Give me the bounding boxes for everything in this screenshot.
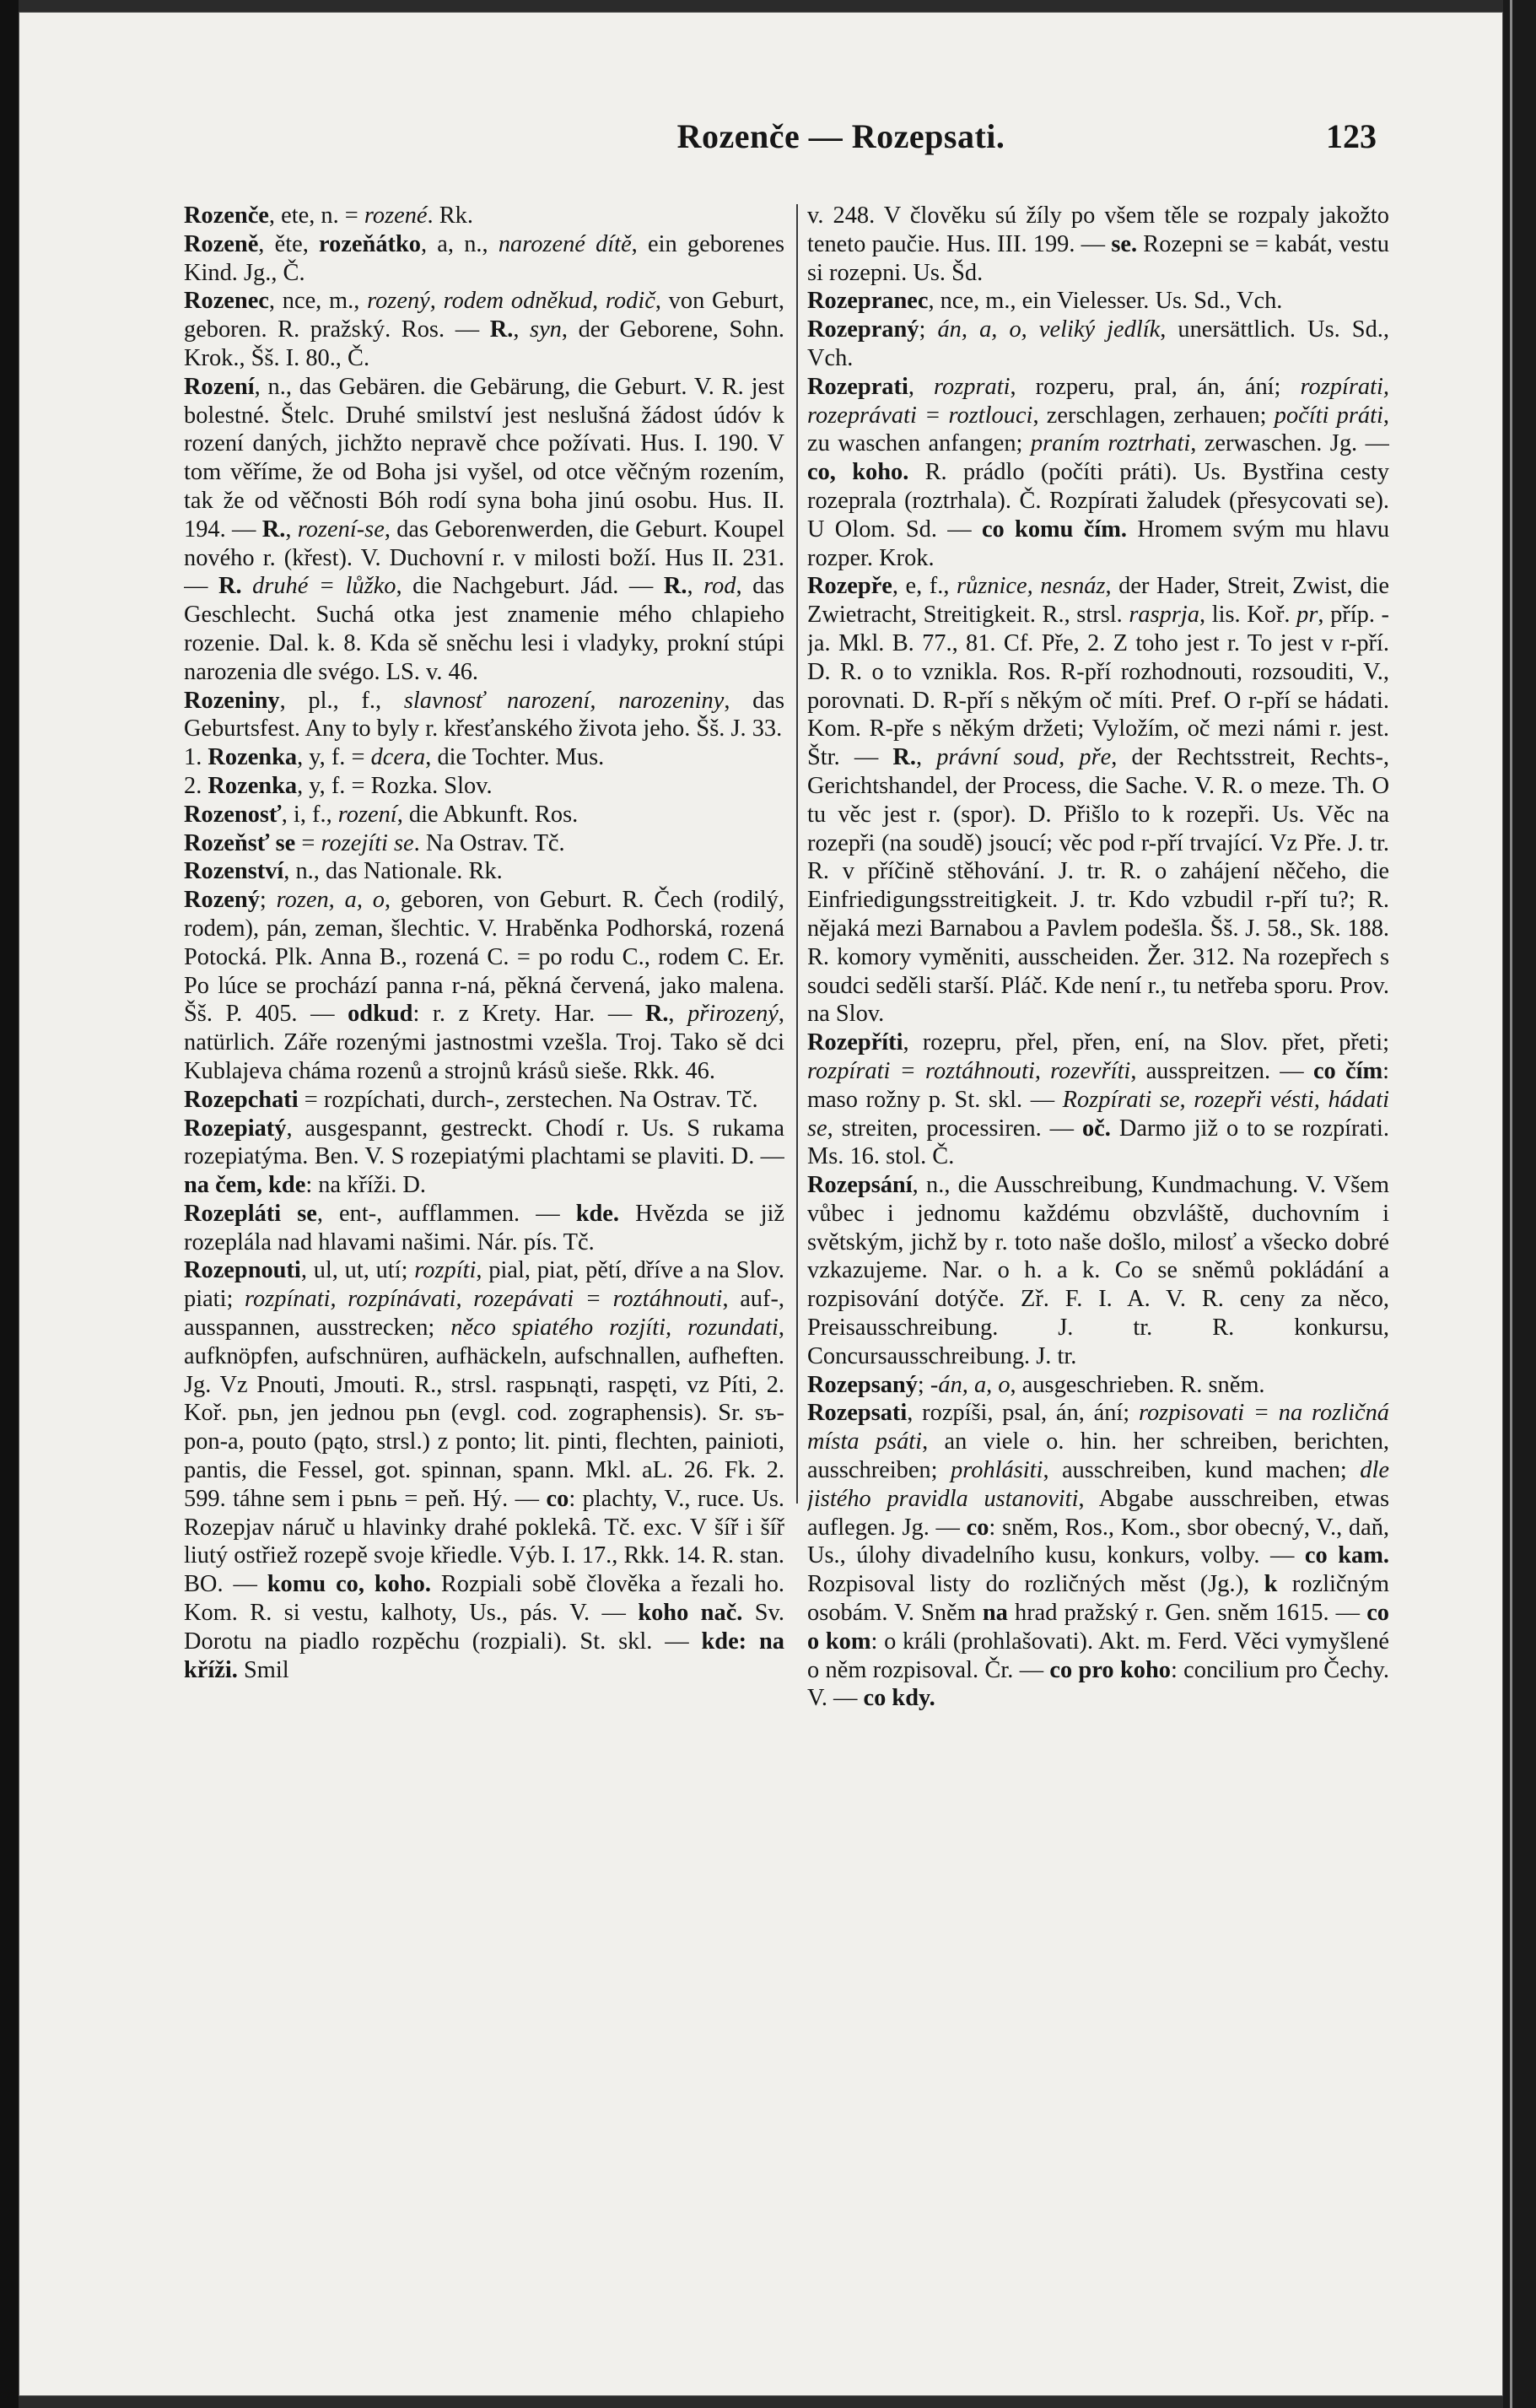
scan-right-edge	[1503, 0, 1536, 2408]
right-column	[807, 202, 1389, 2362]
dictionary-entry: Rozepsaný; -án, a, o, ausgeschrieben. R. sněm.	[807, 1371, 1265, 1398]
page-header	[19, 116, 1503, 167]
dictionary-entry: Rozeně, ěte, rozeňátko, a, n., narozené dítě, ein geborenes Kind. Jg., Č.	[184, 230, 784, 286]
dictionary-entry: Rozenče, ete, n. = rozené. Rk.	[184, 202, 473, 229]
dictionary-entry: Rozepranec, nce, m., ein Vielesser. Us. Sd., Vch.	[807, 288, 1283, 315]
dictionary-entry: Rozeprati, rozprati, rozperu, pral, án, ání; rozpírati, rozeprávati = roztlouci, zerschlagen, zerhauen; počíti práti, zu waschen anfangen; praním roztrhati, zerwaschen. Jg. — co, koho. R. prádlo (počíti práti). Us. Bystřina cesty rozeprala (roztrhala). Č. Rozpírati žaludek (přesycovati se). U Olom. Sd. — co komu čím. Hromem svým mu hlavu rozper. Krok.	[807, 373, 1389, 571]
running-title: Rozenče — Rozepsati.	[676, 117, 1005, 155]
scan-left-edge	[0, 0, 19, 2408]
dictionary-entry: Rozepříti, rozepru, přel, přen, ení, na Slov. přet, přeti; rozpírati = roztáhnouti, rozevříti, ausspreitzen. — co čím: maso rožny p. St. skl. — Rozpírati se, rozepři vésti, hádati se, streiten, processiren. — oč. Darmo již o to se rozpírati. Ms. 16. stol. Č.	[807, 1029, 1389, 1170]
dictionary-entry: Rozenství, n., das Nationale. Rk.	[184, 858, 503, 885]
dictionary-entry: Rozený; rozen, a, o, geboren, von Geburt. R. Čech (rodilý, rodem), pán, zeman, šlechtic. V. Hraběnka Podhorská, rozená Potocká. Plk. Anna B., rozená C. = po rodu C., rodem C. Er. Po lúce se prochází panna r-ná, pěkná červená, jako malena. Šš. P. 405. — odkud: r. z Krety. Har. — R., přirozený, natürlich. Záře rozenými jastnostmi vzešla. Troj. Tako sě dci Kublajeva cháma rozenů a strojnů krásů sieše. Rkk. 46.	[184, 887, 784, 1084]
dictionary-entry: Rozepře, e, f., různice, nesnáz, der Hader, Streit, Zwist, die Zwietracht, Streitigkeit. R., strsl. rasprja, lis. Koř. pr, příp. -ja. Mkl. B. 77., 81. Cf. Pře, 2. Z toho jest r. To jest v r-pří. D. R. o to vznikla. Ros. R-pří rozhodnouti, rozsouditi, V., porovnati. D. R-pří s někým oč míti. Pref. O r-pří se hádati. Kom. R-pře s někým držeti; Vyložím, oč mezi námi r. jest. Štr. — R., právní soud, pře, der Rechtsstreit, Rechts-, Gerichtshandel, der Process, die Sache. V. R. o meze. Th. O tu věc jest r. (spor). D. Přišlo to k rozepři. Us. Věc na rozepři (na soudě) jsoucí; věc pod r-pří trvající. Vz Pře. J. tr. R. v příčině stěhování. J. tr. R. o zahájení něčeho, die Einfriedigungsstreitigkeit. J. tr. Kdo vzbudil r-pří tu?; R. nějaká mezi Barnabou a Pavlem podešla. Šš. J. 58., Sk. 188. R. komory vyměniti, ausscheiden. Žer. 312. Na rozepřech s soudci seděli starší. Pláč. Kde není r., tu netřeba sporu. Prov. na Slov.	[807, 573, 1389, 1028]
column-divider	[796, 204, 798, 1504]
dictionary-entry: Rozenec, nce, m., rozený, rodem odněkud, rodič, von Geburt, geboren. R. pražský. Ros. — R., syn, der Geborene, Sohn. Krok., Šš. I. 80., Č.	[184, 288, 784, 371]
left-column	[184, 202, 784, 2362]
dictionary-entry: Rozepláti se, ent-, aufflammen. — kde. Hvězda se již rozeplála nad hlavami našimi. Nár. pís. Tč.	[184, 1200, 784, 1255]
page-number: 123	[1326, 117, 1377, 155]
dictionary-entry: Rozepiatý, ausgespannt, gestreckt. Chodí r. Us. S rukama rozepiatýma. Ben. V. S rozepiatými plachtami se plaviti. D. — na čem, kde: na kříži. D.	[184, 1115, 784, 1199]
dictionary-entry: Rozepsati, rozpíši, psal, án, ání; rozpisovati = na rozličná místa psáti, an viele o. hin. her schreiben, berichten, ausschreiben; prohlásiti, ausschreiben, kund machen; dle jistého pravidla ustanoviti, Abgabe ausschreiben, etwas auflegen. Jg. — co: sněm, Ros., Kom., sbor obecný, V., daň, Us., úlohy divadelního kusu, konkurs, volby. — co kam. Rozpisoval listy do rozličných měst (Jg.), k rozličným osobám. V. Sněm na hrad pražský r. Gen. sněm 1615. — co o kom: o králi (prohlašovati). Akt. m. Ferd. Věci vymyšlené o něm rozpisoval. Čr. — co pro koho: concilium pro Čechy. V. — co kdy.	[807, 1400, 1389, 1712]
dictionary-entry: Rozenosť, i, f., rození, die Abkunft. Ros.	[184, 801, 579, 828]
dictionary-entry: Rozepsání, n., die Ausschreibung, Kundmachung. V. Všem vůbec i jednomu každému obzvláště, duchovním i světským, jichž by r. toto naše došlo, milosť a všecko dobré vzkazujeme. Nar. o h. a k. Co se sněmů pokládání a rozpisování dotýče. Zř. F. I. A. V. R. ceny za něco, Preisausschreibung. J. tr. R. konkursu, Concursausschreibung. J. tr.	[807, 1172, 1389, 1369]
dictionary-entry: Rozeňsť se = rozejíti se. Na Ostrav. Tč.	[184, 829, 565, 856]
dictionary-entry: Rozepchati = rozpíchati, durch-, zerstechen. Na Ostrav. Tč.	[184, 1086, 758, 1113]
dictionary-entry: 1. Rozenka, y, f. = dcera, die Tochter. Mus.	[184, 744, 605, 771]
dictionary-page	[19, 12, 1503, 2396]
dictionary-entry: v. 248. V člověku sú žíly po všem těle se rozpaly jakožto teneto paučie. Hus. III. 199. — se. Rozepni se = kabát, vestu si rozepni. Us. Šd.	[807, 202, 1389, 286]
dictionary-entry: Rození, n., das Gebären. die Gebärung, die Geburt. V. R. jest bolestné. Štelc. Druhé smilství jest neslušná žádost údóv k rození daných, jichžto nepravě chce požívati. Hus. I. 190. V tom věříme, že od Boha jsi vyšel, od otce věčným rozením, tak že od věčnosti Bóh rodí syna boha jinú osobu. Hus. II. 194. — R., rození-se, das Geborenwerden, die Geburt. Koupel nového r. (křest). V. Duchovní r. v milosti boží. Hus II. 231. — R. druhé = lůžko, die Nachgeburt. Jád. — R., rod, das Geschlecht. Suchá otka jest znamenie mého chlapieho rozenie. Dal. k. 8. Kda sě sněchu lesi i vladyky, prokní stúpi narozenia dle svégo. LS. v. 46.	[184, 373, 784, 685]
dictionary-entry: Rozepraný; án, a, o, veliký jedlík, unersättlich. Us. Sd., Vch.	[807, 316, 1389, 371]
dictionary-entry: Rozepnouti, ul, ut, utí; rozpíti, pial, piat, pětí, dříve a na Slov. piati; rozpínati, rozpínávati, rozepávati = roztáhnouti, auf-, ausspannen, ausstrecken; něco spiatého rozjíti, rozundati, aufknöpfen, aufschnüren, aufhäckeln, aufschnallen, aufheften. Jg. Vz Pnouti, Jmouti. R., strsl. raspьnąti, raspęti, vz Píti, 2. Koř. pьn, jen jednou pьn (evgl. cod. zographensis). Sr. sъ-pon-a, pouto (pąto, strsl.) z ponto; lit. pinti, flechten, painioti, pantis, die Fessel, got. spinnan, spann. Mkl. aL. 26. Fk. 2. 599. táhne sem i pьnь = peň. Hý. — co: plachty, V., ruce. Us. Rozepjav náruč u hlavinky drahé poklekâ. Tč. exc. V šíř i šíř liutý ostřiež rozepě svoje křiedle. Výb. I. 17., Rkk. 14. R. stan. BO. — komu co, koho. Rozpiali sobě člověka a řezali ho. Kom. R. si vestu, kalhoty, Us., pás. V. — koho nač. Sv. Dorotu na piadlo rozpěchu (rozpiali). St. skl. — kde: na kříži. Smil	[184, 1257, 784, 1683]
dictionary-entry: 2. Rozenka, y, f. = Rozka. Slov.	[184, 772, 493, 799]
dictionary-entry: Rozeniny, pl., f., slavnosť narození, narozeniny, das Geburtsfest. Any to byly r. křesťanského života jeho. Šš. J. 33.	[184, 687, 784, 742]
